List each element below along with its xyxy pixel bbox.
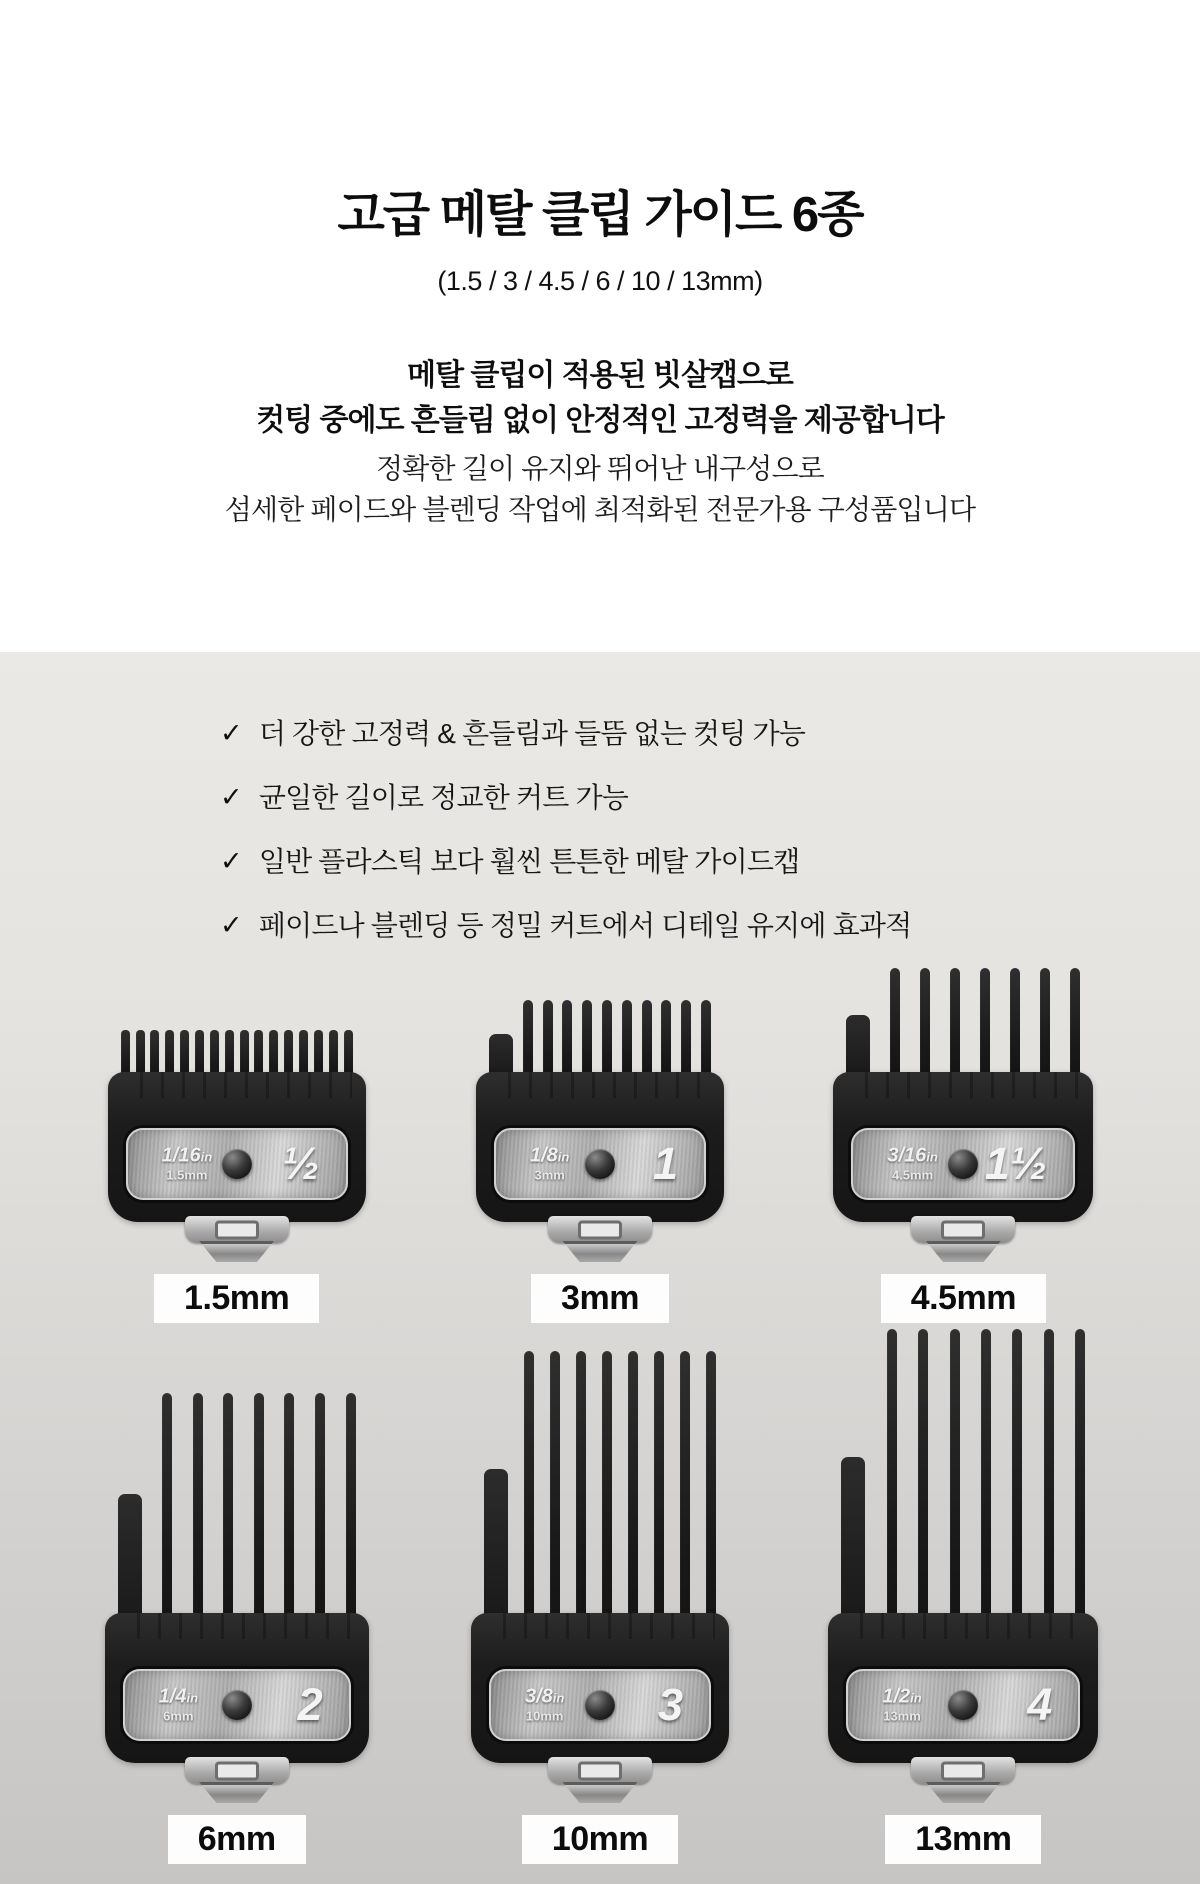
product-section	[0, 652, 1200, 1884]
metal-clip-tab	[548, 1757, 652, 1803]
check-icon: ✓	[220, 845, 242, 876]
comb-tooth	[706, 1351, 716, 1633]
comb-tooth	[315, 1393, 325, 1633]
metal-clip-tab	[185, 1216, 289, 1262]
page-title: 고급 메탈 클립 가이드 6종	[337, 188, 863, 242]
size-label: 6mm	[168, 1815, 306, 1864]
metal-plate	[126, 1128, 348, 1200]
clipper-guard-10mm	[471, 1351, 729, 1803]
feature-item	[220, 904, 980, 944]
comb-tooth	[920, 968, 930, 1080]
comb-tooth	[980, 968, 990, 1080]
comb-grid-row-1	[55, 968, 1145, 1323]
comb-tooth	[1075, 1329, 1085, 1633]
clip-tip	[924, 1241, 1002, 1262]
comb-tooth	[524, 1351, 534, 1633]
clip-tip	[198, 1241, 276, 1262]
rivet	[222, 1149, 252, 1179]
metal-plate	[123, 1669, 351, 1741]
comb-tooth	[1012, 1329, 1022, 1633]
comb-body	[471, 1613, 729, 1763]
comb-tooth	[582, 1000, 592, 1080]
comb-body	[108, 1072, 366, 1222]
clip-plate	[185, 1216, 289, 1243]
comb-tooth	[1010, 968, 1020, 1080]
comb-tooth	[887, 1329, 897, 1633]
clip-plate	[548, 1216, 652, 1243]
clipper-guard-1-5mm	[108, 1030, 366, 1262]
comb-tooth	[576, 1351, 586, 1633]
feature-checklist	[220, 652, 980, 944]
comb-body	[476, 1072, 724, 1222]
metal-plate	[489, 1669, 711, 1741]
comb-tooth	[346, 1393, 356, 1633]
comb-tooth	[950, 1329, 960, 1633]
clipper-guard-3mm	[476, 1000, 724, 1262]
clipper-guard-6mm	[105, 1393, 369, 1803]
feature-text: 페이드나 블렌딩 등 정밀 커트에서 디테일 유지에 효과적	[258, 910, 912, 941]
lead-line-1: 정확한 길이 유지와 뛰어난 내구성으로	[376, 453, 824, 484]
lead-bold-paragraph	[0, 353, 1200, 443]
check-icon: ✓	[220, 781, 242, 812]
comb-tooth	[550, 1351, 560, 1633]
metal-clip-tab	[911, 1757, 1015, 1803]
feature-text: 더 강한 고정력 & 흔들림과 들뜸 없는 컷팅 가능	[258, 718, 806, 749]
comb-teeth	[841, 1329, 1085, 1633]
metal-plate	[494, 1128, 706, 1200]
comb-tooth	[1040, 968, 1050, 1080]
comb-tooth	[918, 1329, 928, 1633]
metal-plate	[851, 1128, 1075, 1200]
plate-size-text: 3/16in 4.5mm	[887, 1144, 938, 1183]
size-label: 13mm	[885, 1815, 1041, 1864]
plate-size-text: 1/2in 13mm	[882, 1685, 922, 1724]
comb-teeth	[118, 1393, 356, 1633]
comb-teeth	[484, 1351, 716, 1633]
comb-tooth	[661, 1000, 671, 1080]
comb-grid-row-2	[55, 1329, 1145, 1864]
feature-item	[220, 840, 980, 880]
clip-plate	[185, 1757, 289, 1784]
plate-grade-number: 1½	[984, 1138, 1048, 1189]
comb-figure-10mm	[471, 1351, 729, 1864]
comb-tooth	[254, 1393, 264, 1633]
rivet	[948, 1690, 978, 1720]
plate-grade-number: 4	[1027, 1679, 1053, 1730]
comb-tooth	[162, 1393, 172, 1633]
clipper-guard-13mm	[828, 1329, 1098, 1803]
comb-tooth	[1070, 968, 1080, 1080]
comb-teeth	[846, 968, 1080, 1080]
plate-grade-number: 3	[657, 1679, 683, 1730]
rivet	[222, 1690, 252, 1720]
lead-bold-line-2: 컷팅 중에도 흔들림 없이 안정적인 고정력을 제공합니다	[256, 404, 944, 437]
comb-ear	[484, 1469, 508, 1633]
intro-section	[0, 0, 1200, 652]
size-label: 4.5mm	[881, 1274, 1046, 1323]
metal-clip-tab	[911, 1216, 1015, 1262]
comb-tooth	[950, 968, 960, 1080]
feature-text: 일반 플라스틱 보다 훨씬 튼튼한 메탈 가이드캡	[258, 846, 800, 877]
comb-figure-6mm	[105, 1393, 369, 1864]
rivet	[948, 1149, 978, 1179]
comb-tooth	[543, 1000, 553, 1080]
comb-body	[828, 1613, 1098, 1763]
comb-tooth	[284, 1393, 294, 1633]
plate-size-text: 1/8in 3mm	[529, 1144, 570, 1183]
comb-tooth	[654, 1351, 664, 1633]
plate-size-text: 3/8in 10mm	[524, 1685, 565, 1724]
comb-tooth	[523, 1000, 533, 1080]
comb-tooth	[681, 1000, 691, 1080]
feature-item	[220, 712, 980, 752]
comb-tooth	[622, 1000, 632, 1080]
metal-clip-tab	[548, 1216, 652, 1262]
size-label: 10mm	[522, 1815, 678, 1864]
comb-tooth	[602, 1000, 612, 1080]
comb-tooth	[642, 1000, 652, 1080]
comb-tooth	[1044, 1329, 1054, 1633]
metal-plate	[846, 1669, 1080, 1741]
comb-tooth	[562, 1000, 572, 1080]
plate-grade-number: 1	[652, 1138, 678, 1189]
clipper-guard-4-5mm	[833, 968, 1093, 1262]
rivet	[585, 1149, 615, 1179]
size-list-subtitle: (1.5 / 3 / 4.5 / 6 / 10 / 13mm)	[437, 266, 763, 296]
lead-paragraph	[0, 449, 1200, 530]
comb-tooth	[680, 1351, 690, 1633]
clip-plate	[911, 1216, 1015, 1243]
plate-grade-number: ½	[282, 1138, 320, 1189]
comb-tooth	[193, 1393, 203, 1633]
comb-tooth	[602, 1351, 612, 1633]
clip-tip	[924, 1782, 1002, 1803]
lead-line-2: 섬세한 페이드와 블렌딩 작업에 최적화된 전문가용 구성품입니다	[224, 493, 976, 525]
size-label: 3mm	[531, 1274, 669, 1323]
clip-plate	[911, 1757, 1015, 1784]
comb-body	[833, 1072, 1093, 1222]
lead-bold-line-1: 메탈 클립이 적용된 빗살캡으로	[407, 359, 793, 392]
size-label: 1.5mm	[154, 1274, 319, 1323]
comb-figure-13mm	[828, 1329, 1098, 1864]
comb-tooth	[981, 1329, 991, 1633]
comb-tooth	[223, 1393, 233, 1633]
metal-clip-tab	[185, 1757, 289, 1803]
comb-figure-1-5mm	[108, 1030, 366, 1323]
plate-size-text: 1/16in 1.5mm	[161, 1144, 213, 1183]
clip-tip	[561, 1241, 639, 1262]
comb-ear	[841, 1457, 865, 1633]
clip-plate	[548, 1757, 652, 1784]
comb-tooth	[701, 1000, 711, 1080]
plate-size-text: 1/4in 6mm	[158, 1685, 199, 1724]
check-icon: ✓	[220, 717, 242, 748]
comb-figure-4-5mm	[833, 968, 1093, 1323]
comb-ear	[846, 1015, 870, 1080]
plate-grade-number: 2	[297, 1679, 323, 1730]
clip-tip	[561, 1782, 639, 1803]
feature-item	[220, 776, 980, 816]
check-icon: ✓	[220, 909, 242, 940]
comb-tooth	[890, 968, 900, 1080]
feature-text: 균일한 길이로 정교한 커트 가능	[258, 782, 628, 813]
comb-figure-3mm	[476, 1000, 724, 1323]
comb-tooth	[628, 1351, 638, 1633]
comb-teeth	[489, 1000, 711, 1080]
clip-tip	[198, 1782, 276, 1803]
rivet	[585, 1690, 615, 1720]
comb-body	[105, 1613, 369, 1763]
